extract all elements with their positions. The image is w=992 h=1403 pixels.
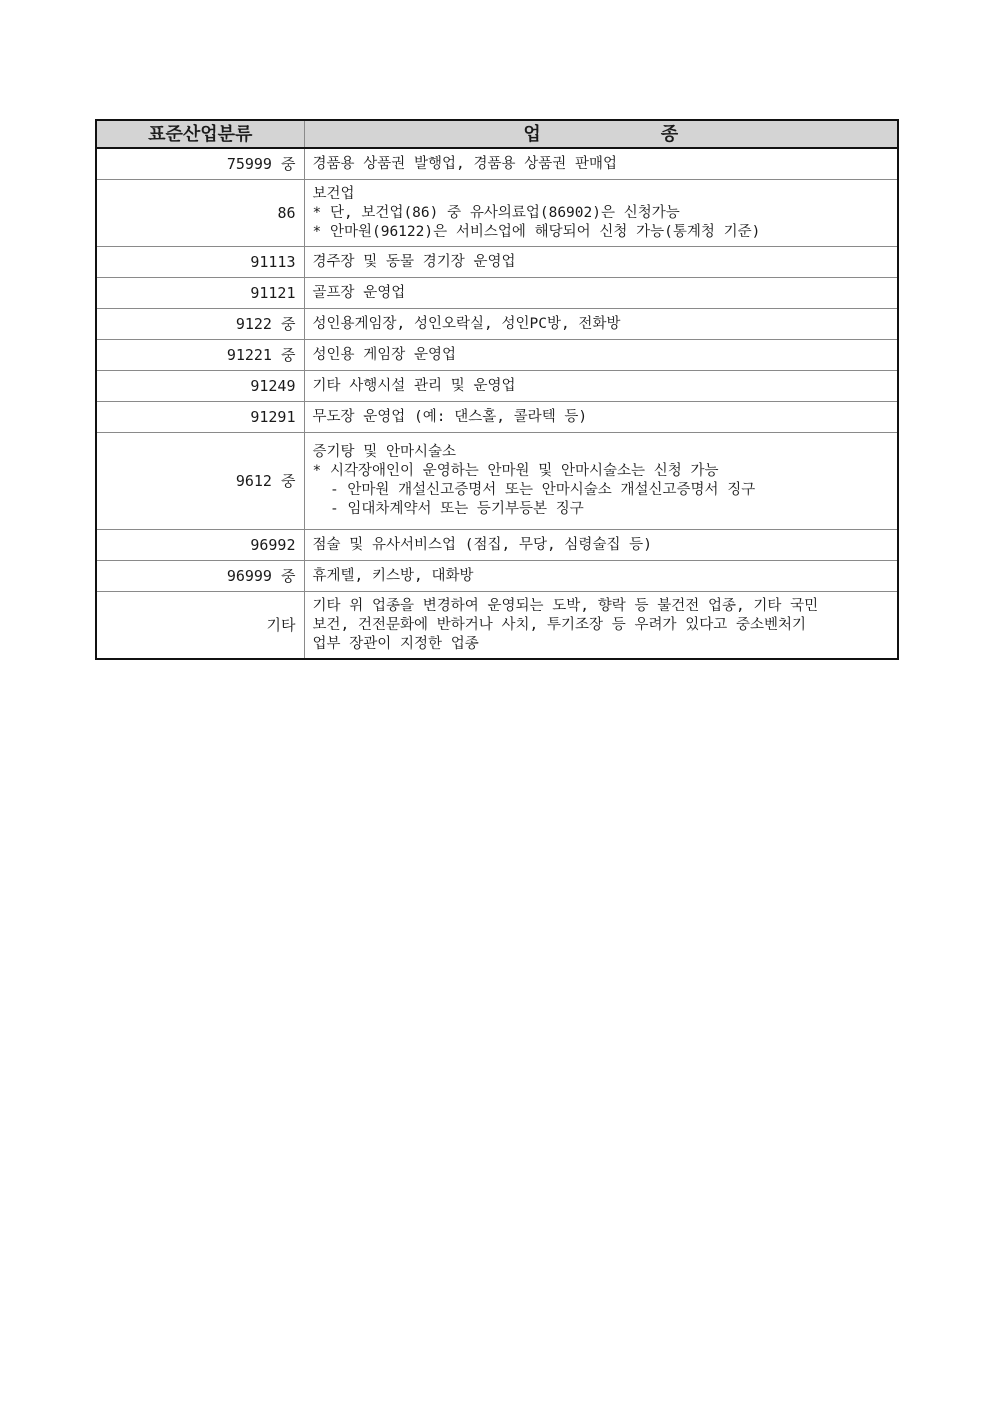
business-type-cell [304, 371, 898, 402]
industry-code-cell: 기타 [96, 592, 304, 660]
table-row [96, 561, 898, 592]
business-type-cell [304, 340, 898, 371]
business-type-line: 기타 사행시설 관리 및 운영업 [312, 377, 516, 394]
business-type-cell [304, 247, 898, 278]
business-type-cell [304, 309, 898, 340]
table-row [96, 340, 898, 371]
table-row [96, 309, 898, 340]
business-type-line: 성인용 게임장 운영업 [312, 346, 457, 363]
business-type-line: 무도장 운영업 (예: 댄스홀, 콜라텍 등) [312, 408, 588, 425]
table-row [96, 402, 898, 433]
table-row [96, 371, 898, 402]
business-type-cell [304, 592, 898, 660]
business-type-cell [304, 402, 898, 433]
table-row [96, 592, 898, 660]
table-header-row [96, 120, 898, 148]
table-row [96, 180, 898, 247]
table-row [96, 278, 898, 309]
header-business-type [304, 120, 898, 148]
business-type-line: 증기탕 및 안마시술소 [312, 444, 457, 460]
business-type-subnote: - 안마원 개설신고증명서 또는 안마시술소 개설신고증명서 징구 [312, 482, 756, 498]
industry-code-cell: 91113 [96, 247, 304, 278]
business-type-cell [304, 148, 898, 180]
industry-code-cell: 96999 중 [96, 561, 304, 592]
business-type-note: * 시각장애인이 운영하는 안마원 및 안마시술소는 신청 가능 [312, 463, 719, 479]
business-type-line: 경품용 상품권 발행업, 경품용 상품권 판매업 [312, 155, 618, 172]
business-type-line: 골프장 운영업 [312, 284, 406, 301]
business-type-cell [304, 530, 898, 561]
industry-code-cell: 75999 중 [96, 148, 304, 180]
industry-code-cell: 9122 중 [96, 309, 304, 340]
industry-code-cell: 96992 [96, 530, 304, 561]
business-type-note: * 안마원(96122)은 서비스업에 해당되어 신청 가능(통계청 기준) [312, 223, 761, 240]
business-type-subnote: - 임대차계약서 또는 등기부등본 징구 [312, 501, 584, 517]
industry-code-cell: 9612 중 [96, 433, 304, 530]
industry-code-cell: 91121 [96, 278, 304, 309]
business-type-cell [304, 180, 898, 247]
industry-code-cell: 86 [96, 180, 304, 247]
excluded-industries-table [95, 119, 899, 660]
business-type-cell [304, 278, 898, 309]
business-type-line: 점술 및 유사서비스업 (점집, 무당, 심령술집 등) [312, 536, 652, 553]
business-type-note: * 단, 보건업(86) 중 유사의료업(86902)은 신청가능 [312, 204, 680, 221]
table-row [96, 433, 898, 530]
industry-code-cell: 91291 [96, 402, 304, 433]
business-type-line: 보건업 [312, 185, 355, 202]
business-type-line: 업부 장관이 지정한 업종 [312, 635, 479, 652]
header-business-type-part1: 업 [523, 123, 541, 145]
business-type-cell [304, 561, 898, 592]
header-business-type-part2: 종 [660, 123, 679, 145]
business-type-cell [304, 433, 898, 530]
business-type-line: 성인용게임장, 성인오락실, 성인PC방, 전화방 [312, 315, 621, 332]
business-type-line: 보건, 건전문화에 반하거나 사치, 투기조장 등 우려가 있다고 중소벤처기 [312, 616, 806, 633]
business-type-line: 휴게텔, 키스방, 대화방 [312, 567, 474, 584]
business-type-line: 기타 위 업종을 변경하여 운영되는 도박, 향락 등 불건전 업종, 기타 국민 [312, 597, 819, 614]
industry-code-cell: 91221 중 [96, 340, 304, 371]
table-row [96, 148, 898, 180]
header-industry-code: 표준산업분류 [96, 120, 304, 148]
table-row [96, 247, 898, 278]
business-type-line: 경주장 및 동물 경기장 운영업 [312, 253, 516, 270]
industry-code-cell: 91249 [96, 371, 304, 402]
table-row [96, 530, 898, 561]
